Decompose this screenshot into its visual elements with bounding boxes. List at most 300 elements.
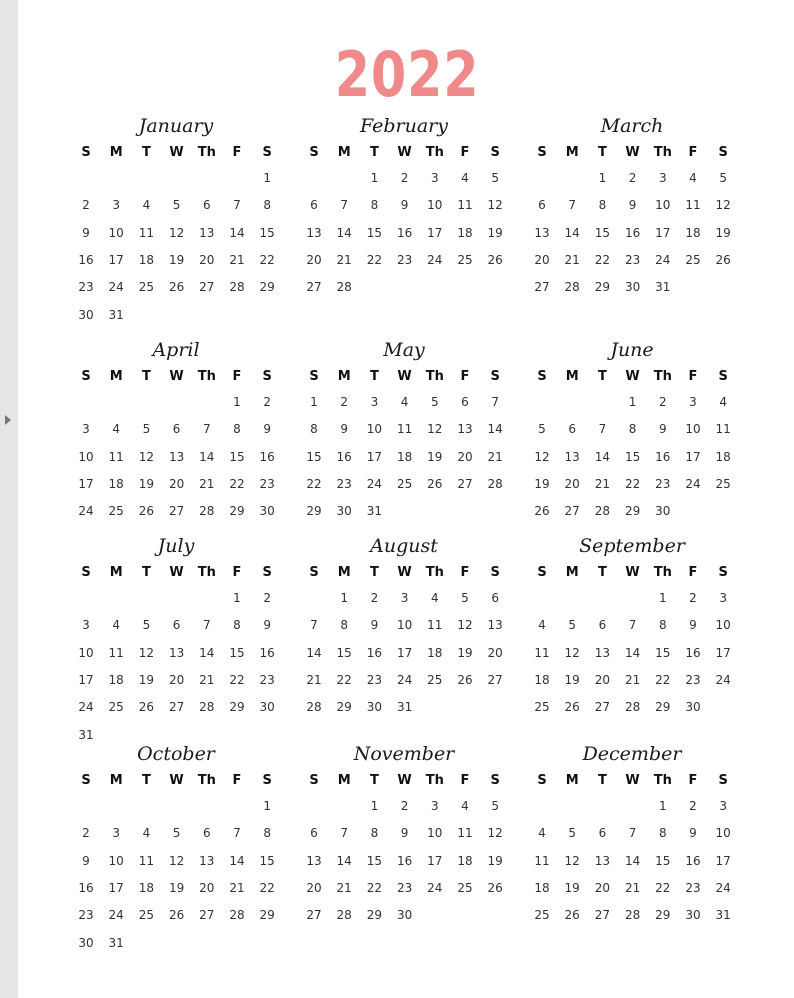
weekday-header: S (309, 145, 319, 160)
day-cell: 9 (658, 422, 667, 437)
day-cell: 12 (487, 198, 503, 213)
day-cell: 9 (689, 618, 697, 633)
weekday-header: W (625, 145, 640, 160)
day-cell: 13 (457, 422, 473, 437)
weekday-header: S (309, 369, 319, 384)
weekday-header: S (309, 565, 319, 580)
day-cell: 3 (658, 171, 667, 185)
day-cell: 23 (78, 908, 94, 923)
weekday-header: Th (197, 145, 216, 160)
day-cell: 16 (336, 449, 352, 464)
day-cell: 14 (229, 853, 245, 868)
day-cell: 20 (168, 476, 185, 491)
day-cell: 27 (199, 280, 215, 295)
day-cell: 3 (400, 591, 409, 605)
day-cell: 3 (82, 618, 90, 633)
day-cell: 8 (658, 618, 667, 633)
day-cell: 2 (82, 198, 90, 213)
weekday-header: Th (425, 369, 444, 384)
day-cell: 10 (427, 826, 443, 841)
day-cell: 3 (370, 395, 379, 409)
day-cell: 27 (487, 672, 503, 687)
day-cell: 28 (336, 280, 352, 295)
day-cell: 30 (259, 700, 275, 715)
weekday-header: S (537, 369, 547, 384)
weekday-header: S (718, 145, 728, 160)
day-cell: 2 (340, 395, 348, 409)
day-cell: 19 (168, 880, 185, 895)
day-cell: 18 (685, 225, 701, 240)
weekday-header: M (109, 369, 123, 384)
day-cell: 7 (628, 618, 637, 633)
day-cell: 29 (655, 700, 671, 715)
day-cell: 23 (685, 672, 701, 687)
day-cell: 30 (624, 280, 641, 295)
weekday-header: T (369, 145, 379, 160)
day-cell: 5 (461, 591, 469, 605)
day-cell: 21 (229, 252, 245, 267)
day-cell: 24 (427, 252, 443, 267)
day-cell: 8 (263, 826, 271, 841)
weekday-header: S (537, 145, 547, 160)
day-cell: 21 (336, 252, 352, 267)
day-cell: 14 (624, 645, 641, 660)
day-cell: 15 (655, 853, 671, 868)
day-cell: 29 (366, 908, 383, 923)
day-cell: 19 (138, 672, 155, 687)
day-cell: 5 (719, 171, 727, 185)
day-cell: 30 (396, 908, 413, 923)
weekday-header: S (537, 565, 547, 580)
day-cell: 18 (108, 672, 124, 687)
day-cell: 26 (138, 700, 155, 715)
weekday-header: S (262, 773, 272, 788)
day-cell: 3 (719, 591, 727, 605)
weekday-header: M (565, 773, 579, 788)
day-cell: 7 (233, 198, 241, 213)
weekday-header: S (718, 369, 728, 384)
day-cell: 14 (229, 225, 245, 240)
day-cell: 14 (199, 449, 215, 464)
day-cell: 21 (199, 672, 215, 687)
weekday-header: W (397, 773, 412, 788)
weekday-header: W (397, 369, 412, 384)
day-cell: 23 (366, 672, 383, 687)
day-cell: 20 (306, 880, 322, 895)
day-cell: 23 (396, 252, 413, 267)
weekday-header: S (537, 773, 547, 788)
day-cell: 29 (336, 700, 352, 715)
day-cell: 22 (306, 476, 322, 491)
month-february (299, 115, 509, 325)
weekday-header: T (369, 369, 379, 384)
day-cell: 20 (199, 252, 215, 267)
day-cell: 28 (306, 700, 322, 715)
day-cell: 6 (568, 422, 576, 437)
month-title: April (152, 339, 200, 361)
day-cell: 25 (138, 280, 155, 295)
day-cell: 28 (199, 504, 215, 519)
weekday-header: W (397, 565, 412, 580)
day-cell: 27 (306, 280, 322, 295)
day-cell: 30 (366, 700, 383, 715)
day-cell: 18 (138, 880, 155, 895)
day-cell: 8 (263, 198, 271, 213)
weekday-header: W (169, 565, 184, 580)
day-cell: 20 (534, 252, 550, 267)
day-cell: 31 (108, 307, 124, 322)
month-november (299, 743, 509, 953)
day-cell: 4 (719, 395, 727, 409)
weekday-header: Th (197, 369, 216, 384)
weekday-header: Th (197, 773, 216, 788)
day-cell: 10 (108, 225, 124, 240)
day-cell: 21 (594, 476, 611, 491)
day-cell: 13 (534, 225, 550, 240)
day-cell: 26 (457, 672, 473, 687)
day-cell: 10 (396, 618, 413, 633)
day-cell: 25 (396, 476, 413, 491)
day-cell: 15 (655, 645, 671, 660)
day-cell: 23 (259, 476, 275, 491)
day-cell: 18 (138, 252, 155, 267)
day-cell: 23 (685, 880, 701, 895)
weekday-header: F (460, 369, 470, 384)
month-title: October (137, 743, 215, 765)
day-cell: 26 (138, 504, 155, 519)
day-cell: 18 (427, 645, 443, 660)
day-cell: 10 (427, 198, 443, 213)
day-cell: 25 (685, 252, 701, 267)
day-cell: 1 (658, 799, 667, 813)
day-cell: 28 (487, 476, 503, 491)
day-cell: 15 (366, 853, 383, 868)
day-cell: 3 (430, 799, 439, 813)
day-cell: 27 (457, 476, 473, 491)
day-cell: 18 (715, 449, 731, 464)
day-cell: 17 (78, 672, 94, 687)
day-cell: 8 (340, 618, 348, 633)
day-cell: 14 (336, 225, 352, 240)
weekday-header: F (688, 773, 698, 788)
day-cell: 11 (685, 198, 701, 213)
weekday-header: T (369, 773, 379, 788)
month-august (299, 535, 509, 745)
day-cell: 7 (628, 826, 637, 841)
day-cell: 13 (199, 225, 215, 240)
day-cell: 8 (233, 618, 241, 633)
day-cell: 30 (336, 504, 352, 519)
weekday-header: S (262, 369, 272, 384)
day-cell: 6 (491, 591, 499, 605)
day-cell: 22 (655, 672, 671, 687)
month-june (527, 339, 737, 549)
day-cell: 13 (168, 449, 185, 464)
day-cell: 31 (396, 700, 413, 715)
day-cell: 19 (487, 225, 503, 240)
day-cell: 10 (685, 422, 701, 437)
day-cell: 1 (628, 395, 637, 409)
day-cell: 31 (108, 935, 124, 950)
day-cell: 1 (370, 171, 379, 185)
day-cell: 17 (366, 449, 383, 464)
day-cell: 3 (719, 799, 727, 813)
day-cell: 6 (310, 198, 318, 213)
day-cell: 29 (259, 280, 275, 295)
day-cell: 6 (202, 826, 211, 841)
weekday-header: Th (653, 369, 672, 384)
weekday-header: M (109, 773, 123, 788)
day-cell: 9 (400, 198, 409, 213)
weekday-header: S (262, 565, 272, 580)
day-cell: 25 (457, 252, 473, 267)
day-cell: 27 (306, 908, 322, 923)
day-cell: 27 (199, 908, 215, 923)
day-cell: 22 (259, 880, 275, 895)
day-cell: 13 (306, 225, 322, 240)
day-cell: 31 (78, 727, 94, 742)
day-cell: 31 (715, 908, 731, 923)
day-cell: 7 (233, 826, 241, 841)
day-cell: 12 (138, 449, 155, 464)
day-cell: 31 (366, 504, 383, 519)
day-cell: 11 (534, 853, 550, 868)
weekday-header: M (337, 145, 351, 160)
month-january (71, 115, 281, 325)
day-cell: 8 (233, 422, 241, 437)
weekday-header: T (597, 145, 607, 160)
day-cell: 21 (487, 449, 503, 464)
day-cell: 15 (624, 449, 641, 464)
day-cell: 10 (108, 853, 124, 868)
day-cell: 17 (685, 449, 701, 464)
day-cell: 1 (233, 395, 241, 409)
day-cell: 27 (594, 908, 611, 923)
weekday-header: F (688, 565, 698, 580)
month-title: March (600, 115, 664, 137)
day-cell: 1 (658, 591, 667, 605)
day-cell: 16 (78, 880, 94, 895)
weekday-header: Th (197, 565, 216, 580)
day-cell: 30 (685, 700, 701, 715)
day-cell: 16 (259, 449, 275, 464)
day-cell: 8 (598, 198, 607, 213)
day-cell: 29 (655, 908, 671, 923)
day-cell: 22 (655, 880, 671, 895)
month-december (527, 743, 737, 953)
day-cell: 17 (655, 225, 671, 240)
day-cell: 27 (594, 700, 611, 715)
month-march (527, 115, 737, 325)
weekday-header: F (460, 773, 470, 788)
day-cell: 12 (564, 853, 580, 868)
day-cell: 10 (715, 826, 731, 841)
day-cell: 16 (78, 252, 94, 267)
weekday-header: W (169, 145, 184, 160)
day-cell: 24 (715, 880, 731, 895)
month-title: January (138, 115, 214, 137)
day-cell: 4 (400, 395, 409, 409)
day-cell: 13 (487, 618, 503, 633)
day-cell: 25 (457, 880, 473, 895)
day-cell: 2 (689, 799, 697, 813)
day-cell: 11 (138, 853, 155, 868)
day-cell: 4 (461, 799, 469, 813)
day-cell: 13 (564, 449, 580, 464)
weekday-header: Th (653, 773, 672, 788)
day-cell: 29 (259, 908, 275, 923)
day-cell: 13 (199, 853, 215, 868)
day-cell: 16 (685, 853, 701, 868)
weekday-header: Th (425, 565, 444, 580)
day-cell: 20 (487, 645, 503, 660)
day-cell: 23 (259, 672, 275, 687)
day-cell: 4 (142, 826, 151, 841)
day-cell: 7 (310, 618, 318, 633)
day-cell: 29 (229, 700, 245, 715)
day-cell: 25 (138, 908, 155, 923)
day-cell: 21 (624, 672, 641, 687)
day-cell: 24 (715, 672, 731, 687)
day-cell: 16 (396, 853, 413, 868)
day-cell: 24 (655, 252, 671, 267)
day-cell: 1 (340, 591, 348, 605)
day-cell: 10 (366, 422, 383, 437)
day-cell: 31 (655, 280, 671, 295)
day-cell: 16 (685, 645, 701, 660)
day-cell: 25 (427, 672, 443, 687)
day-cell: 23 (78, 280, 94, 295)
day-cell: 11 (138, 225, 155, 240)
day-cell: 5 (172, 826, 181, 841)
day-cell: 12 (138, 645, 155, 660)
weekday-header: W (397, 145, 412, 160)
day-cell: 7 (598, 422, 607, 437)
day-cell: 7 (340, 198, 348, 213)
weekday-header: F (460, 145, 470, 160)
day-cell: 26 (487, 880, 503, 895)
day-cell: 25 (108, 504, 124, 519)
day-cell: 12 (534, 449, 550, 464)
day-cell: 19 (168, 252, 185, 267)
day-cell: 24 (366, 476, 383, 491)
day-cell: 1 (598, 171, 607, 185)
day-cell: 14 (624, 853, 641, 868)
day-cell: 30 (655, 504, 671, 519)
day-cell: 15 (336, 645, 352, 660)
month-title: June (610, 339, 654, 361)
day-cell: 2 (658, 395, 667, 409)
day-cell: 27 (564, 504, 580, 519)
day-cell: 25 (534, 700, 550, 715)
weekday-header: Th (425, 145, 444, 160)
day-cell: 18 (534, 672, 550, 687)
day-cell: 8 (370, 198, 379, 213)
day-cell: 30 (78, 935, 94, 950)
day-cell: 11 (715, 422, 731, 437)
day-cell: 5 (568, 618, 576, 633)
weekday-header: T (141, 369, 151, 384)
day-cell: 22 (594, 252, 611, 267)
weekday-header: M (337, 369, 351, 384)
day-cell: 12 (168, 853, 185, 868)
day-cell: 4 (112, 618, 120, 633)
day-cell: 17 (108, 880, 124, 895)
triangle-right-icon[interactable] (5, 415, 11, 425)
day-cell: 24 (685, 476, 701, 491)
day-cell: 20 (199, 880, 215, 895)
weekday-header: T (141, 565, 151, 580)
day-cell: 19 (564, 880, 580, 895)
day-cell: 10 (78, 449, 94, 464)
day-cell: 21 (336, 880, 352, 895)
month-title: September (579, 535, 685, 557)
day-cell: 6 (172, 422, 181, 437)
weekday-header: F (232, 565, 242, 580)
day-cell: 4 (430, 591, 439, 605)
day-cell: 20 (594, 880, 611, 895)
day-cell: 12 (427, 422, 443, 437)
day-cell: 17 (108, 252, 124, 267)
day-cell: 22 (259, 252, 275, 267)
day-cell: 4 (112, 422, 120, 437)
day-cell: 16 (366, 645, 383, 660)
left-sidebar-rail (0, 0, 18, 998)
day-cell: 9 (263, 618, 271, 633)
day-cell: 10 (78, 645, 94, 660)
day-cell: 1 (233, 591, 241, 605)
day-cell: 21 (306, 672, 322, 687)
day-cell: 23 (396, 880, 413, 895)
day-cell: 9 (82, 225, 90, 240)
day-cell: 21 (229, 880, 245, 895)
weekday-header: M (565, 565, 579, 580)
day-cell: 21 (199, 476, 215, 491)
day-cell: 15 (229, 449, 245, 464)
day-cell: 14 (594, 449, 611, 464)
day-cell: 2 (400, 799, 409, 813)
day-cell: 11 (108, 449, 124, 464)
year-title: 2022 (334, 38, 480, 111)
day-cell: 11 (108, 645, 124, 660)
day-cell: 9 (82, 853, 90, 868)
day-cell: 9 (628, 198, 637, 213)
month-title: August (370, 535, 438, 557)
day-cell: 22 (366, 252, 383, 267)
day-cell: 20 (457, 449, 473, 464)
day-cell: 12 (564, 645, 580, 660)
weekday-header: W (625, 369, 640, 384)
weekday-header: S (81, 145, 91, 160)
day-cell: 23 (336, 476, 352, 491)
month-title: July (157, 535, 195, 557)
day-cell: 17 (427, 225, 443, 240)
month-title: December (582, 743, 682, 765)
day-cell: 10 (655, 198, 671, 213)
day-cell: 22 (229, 476, 245, 491)
day-cell: 5 (430, 395, 439, 409)
day-cell: 22 (336, 672, 352, 687)
month-title: November (353, 743, 455, 765)
day-cell: 17 (715, 853, 731, 868)
day-cell: 22 (366, 880, 383, 895)
day-cell: 26 (715, 252, 731, 267)
weekday-header: F (232, 145, 242, 160)
day-cell: 15 (259, 853, 275, 868)
day-cell: 19 (487, 853, 503, 868)
day-cell: 11 (396, 422, 413, 437)
day-cell: 26 (564, 908, 580, 923)
